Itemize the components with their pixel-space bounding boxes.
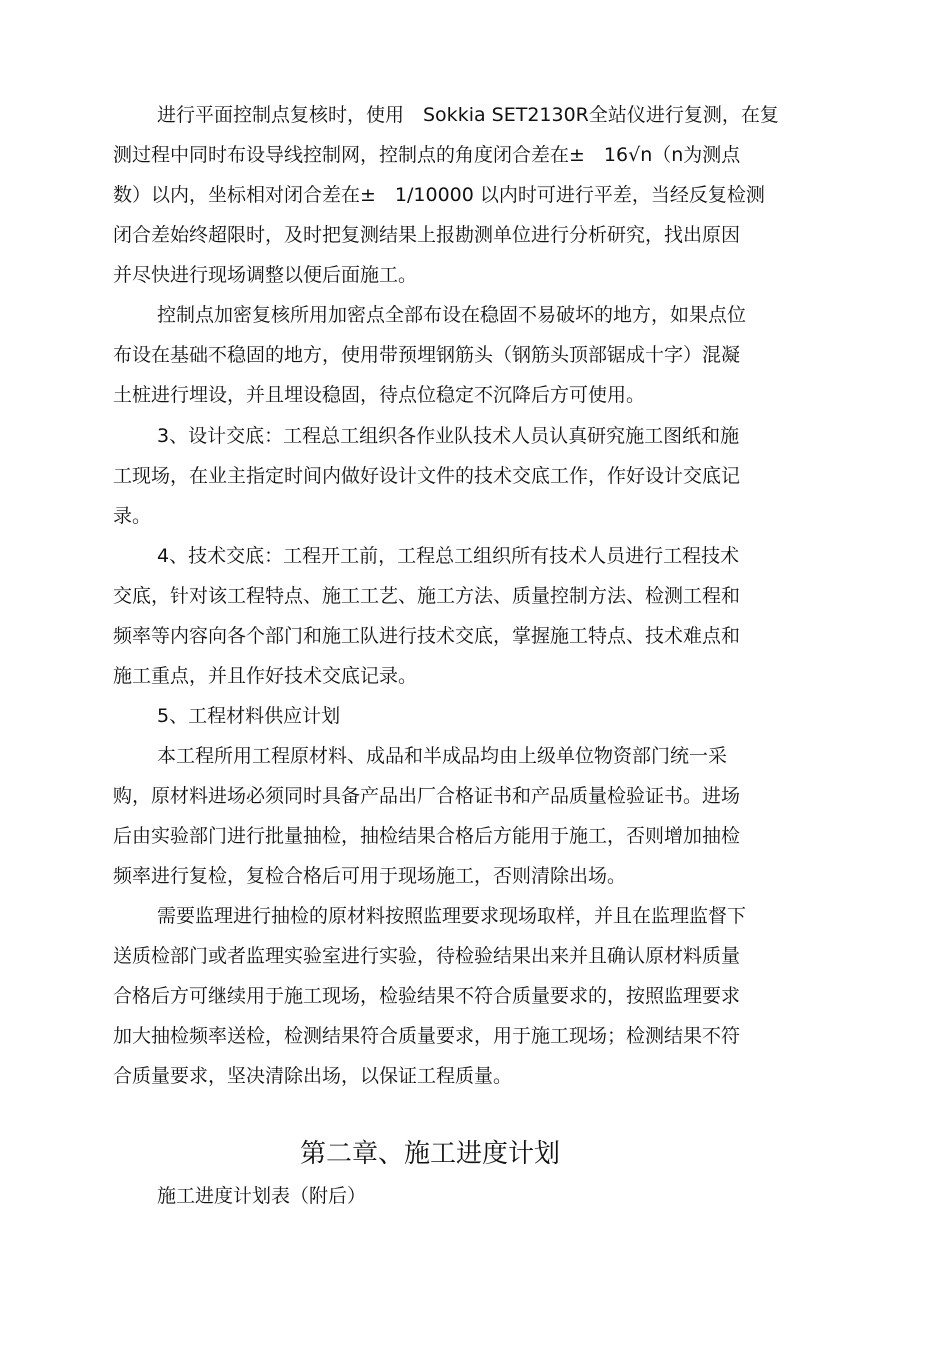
text-line: 加大抽检频率送检，检测结果符合质量要求，用于施工现场；检测结果不符 [113,1025,741,1047]
text-line: 合质量要求，坚决清除出场，以保证工程质量。 [113,1065,513,1087]
text-line: 施工进度计划表（附后） [157,1185,367,1207]
text-line: 施工重点，并且作好技术交底记录。 [113,665,418,687]
text-line: 工现场，在业主指定时间内做好设计文件的技术交底工作，作好设计交底记 [113,465,741,487]
text-line: 需要监理进行抽检的原材料按照监理要求现场取样，并且在监理监督下 [157,905,747,927]
text-line: 土桩进行埋设，并且埋设稳固，待点位稳定不沉降后方可使用。 [113,384,646,406]
text-line: 闭合差始终超限时，及时把复测结果上报勘测单位进行分析研究，找出原因 [113,224,741,246]
chapter-title: 第二章、施工进度计划 [300,1139,561,1169]
text-line: 数）以内，坐标相对闭合差在± 1/10000 以内时可进行平差，当经反复检测 [113,184,765,206]
text-line: 交底，针对该工程特点、施工工艺、施工方法、质量控制方法、检测工程和 [113,585,741,607]
text-line: 购，原材料进场必须同时具备产品出厂合格证书和产品质量检验证书。进场 [113,785,741,807]
text-line: 4、技术交底：工程开工前，工程总工组织所有技术人员进行工程技术 [157,545,740,567]
text-line: 进行平面控制点复核时，使用 Sokkia SET2130R全站仪进行复测，在复 [157,104,779,126]
text-line: 3、设计交底：工程总工组织各作业队技术人员认真研究施工图纸和施 [157,425,740,447]
text-line: 测过程中同时布设导线控制网，控制点的角度闭合差在± 16√n（n为测点 [113,144,741,166]
text-line: 频率等内容向各个部门和施工队进行技术交底，掌握施工特点、技术难点和 [113,625,741,647]
text-line: 频率进行复检，复检合格后可用于现场施工，否则清除出场。 [113,865,627,887]
text-line: 后由实验部门进行批量抽检，抽检结果合格后方能用于施工，否则增加抽检 [113,825,741,847]
section-heading: 5、工程材料供应计划 [157,705,341,727]
text-line: 并尽快进行现场调整以便后面施工。 [113,264,418,286]
text-line: 布设在基础不稳固的地方，使用带预埋钢筋头（钢筋头顶部锯成十字）混凝 [113,344,741,366]
text-line: 录。 [113,505,152,527]
text-line: 控制点加密复核所用加密点全部布设在稳固不易破坏的地方，如果点位 [157,304,747,326]
text-line: 本工程所用工程原材料、成品和半成品均由上级单位物资部门统一采 [157,745,728,767]
text-line: 送质检部门或者监理实验室进行实验，待检验结果出来并且确认原材料质量 [113,945,741,967]
text-line: 合格后方可继续用于施工现场，检验结果不符合质量要求的，按照监理要求 [113,985,741,1007]
